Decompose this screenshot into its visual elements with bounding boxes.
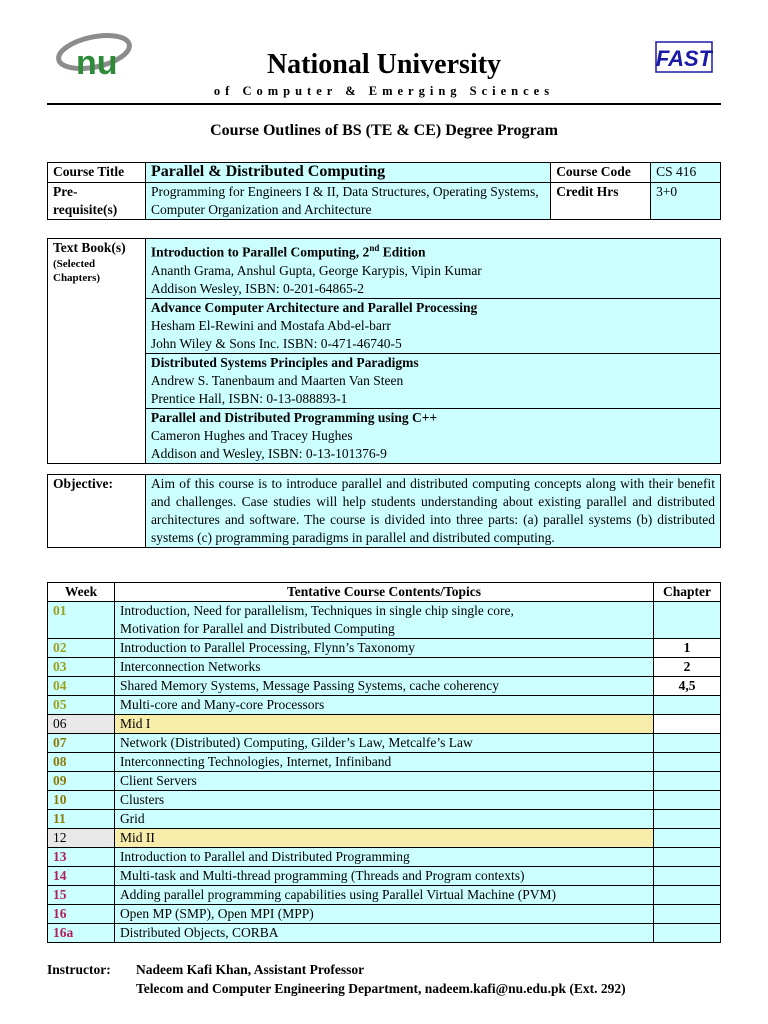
textbook-title-text: Introduction to Parallel Computing, 2 [150, 244, 370, 260]
topic-header: Tentative Course Contents/Topics [114, 583, 653, 602]
topic-cell: Network (Distributed) Computing, Gilder’s Law, Metcalfe’s Law [114, 734, 653, 753]
textbook-publisher: Addison and Wesley, ISBN: 0-13-101376-9 [150, 445, 387, 461]
week-number: 15 [48, 886, 115, 905]
textbooks-label: Text Book(s) [53, 240, 126, 255]
table-row [48, 753, 721, 772]
week-number: 05 [48, 696, 115, 715]
table-row [48, 867, 721, 886]
table-row [48, 734, 721, 753]
course-code-value: CS 416 [651, 163, 721, 183]
table-row [48, 677, 721, 696]
instructor-label: Instructor: [47, 962, 111, 977]
course-title-value: Parallel & Distributed Computing [145, 163, 550, 183]
week-number: 11 [48, 810, 115, 829]
textbook-publisher: Prentice Hall, ISBN: 0-13-088893-1 [150, 390, 348, 406]
prerequisite-label-line2: requisite(s) [53, 202, 118, 217]
week-number: 09 [48, 772, 115, 791]
table-row [48, 848, 721, 867]
textbook-publisher: John Wiley & Sons Inc. ISBN: 0-471-46740-5 [150, 335, 402, 351]
textbook-entry [145, 408, 720, 463]
textbook-authors: Ananth Grama, Anshul Gupta, George Karypis, Vipin Kumar [150, 262, 482, 278]
week-number: 14 [48, 867, 115, 886]
topic-cell: Interconnecting Technologies, Internet, Infiniband [114, 753, 653, 772]
table-row [48, 810, 721, 829]
schedule-header-row [48, 583, 721, 602]
instructor-block [47, 960, 626, 998]
topic-cell: Mid II [114, 829, 653, 848]
chapter-cell [654, 886, 721, 905]
prerequisite-label [48, 183, 146, 220]
week-number: 10 [48, 791, 115, 810]
credit-hours-value: 3+0 [651, 183, 721, 220]
university-subtitle: of Computer & Emerging Sciences [213, 84, 555, 98]
week-number: 04 [48, 677, 115, 696]
chapter-cell [654, 829, 721, 848]
textbook-authors: Andrew S. Tanenbaum and Maarten Van Steen [150, 372, 404, 388]
chapter-cell [654, 734, 721, 753]
week-number: 07 [48, 734, 115, 753]
chapter-cell [654, 810, 721, 829]
textbook-title-sup: nd [369, 243, 380, 253]
chapter-cell: 2 [654, 658, 721, 677]
topic-cell: Distributed Objects, CORBA [114, 924, 653, 943]
textbook-publisher: Addison Wesley, ISBN: 0-201-64865-2 [150, 280, 364, 296]
week-number: 03 [48, 658, 115, 677]
chapter-header: Chapter [654, 583, 721, 602]
chapter-cell: 1 [654, 639, 721, 658]
week-number: 02 [48, 639, 115, 658]
textbook-title: Advance Computer Architecture and Parallel Processing [150, 299, 478, 315]
textbook-title [151, 239, 715, 262]
fast-logo-text: FAST [655, 46, 713, 71]
table-row [48, 886, 721, 905]
topic-cell: Open MP (SMP), Open MPI (MPP) [114, 905, 653, 924]
topic-cell: Shared Memory Systems, Message Passing Systems, cache coherency [114, 677, 653, 696]
objective-table [47, 474, 721, 548]
table-row [48, 658, 721, 677]
week-number: 08 [48, 753, 115, 772]
textbook-authors: Hesham El-Rewini and Mostafa Abd-el-barr [150, 317, 391, 333]
table-row [48, 696, 721, 715]
objective-text: Aim of this course is to introduce parallel and distributed computing concepts along with their benefit and challenges. Case studies will help students understanding about existing parallel and distributed architectures and software. The course is divided into three parts: (a) parallel systems (b) distributed systems (c) programming paradigms in parallel and distributed computing. [145, 475, 720, 548]
week-number: 16 [48, 905, 115, 924]
table-row [48, 829, 721, 848]
chapter-cell [654, 905, 721, 924]
table-row [48, 905, 721, 924]
textbook-entry [145, 353, 720, 408]
instructor-line [47, 960, 626, 979]
table-row [48, 924, 721, 943]
chapter-cell: 4,5 [654, 677, 721, 696]
table-row [48, 602, 721, 639]
objective-label: Objective: [48, 475, 146, 548]
textbook-entry [145, 239, 720, 299]
topic-cell: Multi-core and Many-core Processors [114, 696, 653, 715]
table-row [48, 715, 721, 734]
course-code-label: Course Code [551, 163, 651, 183]
textbook-authors: Cameron Hughes and Tracey Hughes [150, 427, 353, 443]
topic-cell: Grid [114, 810, 653, 829]
textbook-title-suffix: Edition [379, 244, 426, 260]
schedule-table [47, 582, 721, 943]
prerequisite-value: Programming for Engineers I & II, Data Structures, Operating Systems, Computer Organization and Architecture [145, 183, 550, 220]
chapter-cell [654, 753, 721, 772]
credit-hours-label: Credit Hrs [551, 183, 651, 220]
instructor-department: Telecom and Computer Engineering Department, nadeem.kafi@nu.edu.pk (Ext. 292) [136, 981, 626, 996]
topic-cell: Introduction to Parallel and Distributed Programming [114, 848, 653, 867]
topic-cell: Clusters [114, 791, 653, 810]
topic-cell: Mid I [114, 715, 653, 734]
textbooks-label-cell [48, 239, 146, 464]
topic-cell: Client Servers [114, 772, 653, 791]
week-header: Week [48, 583, 115, 602]
topic-cell: Adding parallel programming capabilities using Parallel Virtual Machine (PVM) [114, 886, 653, 905]
nu-logo-text: nu [76, 44, 118, 82]
topic-cell: Interconnection Networks [114, 658, 653, 677]
chapter-cell [654, 602, 721, 639]
textbook-entry [145, 298, 720, 353]
topic-cell [114, 602, 653, 639]
textbooks-table [47, 238, 721, 464]
university-name: National University [266, 49, 502, 80]
table-row [48, 772, 721, 791]
chapter-cell [654, 696, 721, 715]
document-heading: Course Outlines of BS (TE & CE) Degree Program [210, 122, 558, 139]
chapter-cell [654, 772, 721, 791]
topic-line: Introduction, Need for parallelism, Techniques in single chip single core, [119, 603, 514, 618]
course-info-table [47, 162, 721, 220]
chapter-cell [654, 791, 721, 810]
instructor-name: Nadeem Kafi Khan, Assistant Professor [136, 962, 365, 977]
chapter-cell [654, 867, 721, 886]
chapter-cell [654, 924, 721, 943]
course-title-label: Course Title [48, 163, 146, 183]
textbook-title: Parallel and Distributed Programming using C++ [150, 409, 438, 425]
week-number: 06 [48, 715, 115, 734]
header-divider [47, 103, 721, 105]
topic-cell: Multi-task and Multi-thread programming (Threads and Program contexts) [114, 867, 653, 886]
chapter-cell [654, 848, 721, 867]
chapter-cell [654, 715, 721, 734]
table-row [48, 639, 721, 658]
prerequisite-label-line1: Pre- [53, 184, 78, 199]
table-row [48, 791, 721, 810]
topic-line: Motivation for Parallel and Distributed Computing [119, 621, 395, 636]
week-number: 12 [48, 829, 115, 848]
textbooks-note: (Selected Chapters) [53, 258, 101, 284]
week-number: 16a [48, 924, 115, 943]
week-number: 01 [48, 602, 115, 639]
textbook-title: Distributed Systems Principles and Paradigms [150, 354, 419, 370]
topic-cell: Introduction to Parallel Processing, Flynn’s Taxonomy [114, 639, 653, 658]
week-number: 13 [48, 848, 115, 867]
